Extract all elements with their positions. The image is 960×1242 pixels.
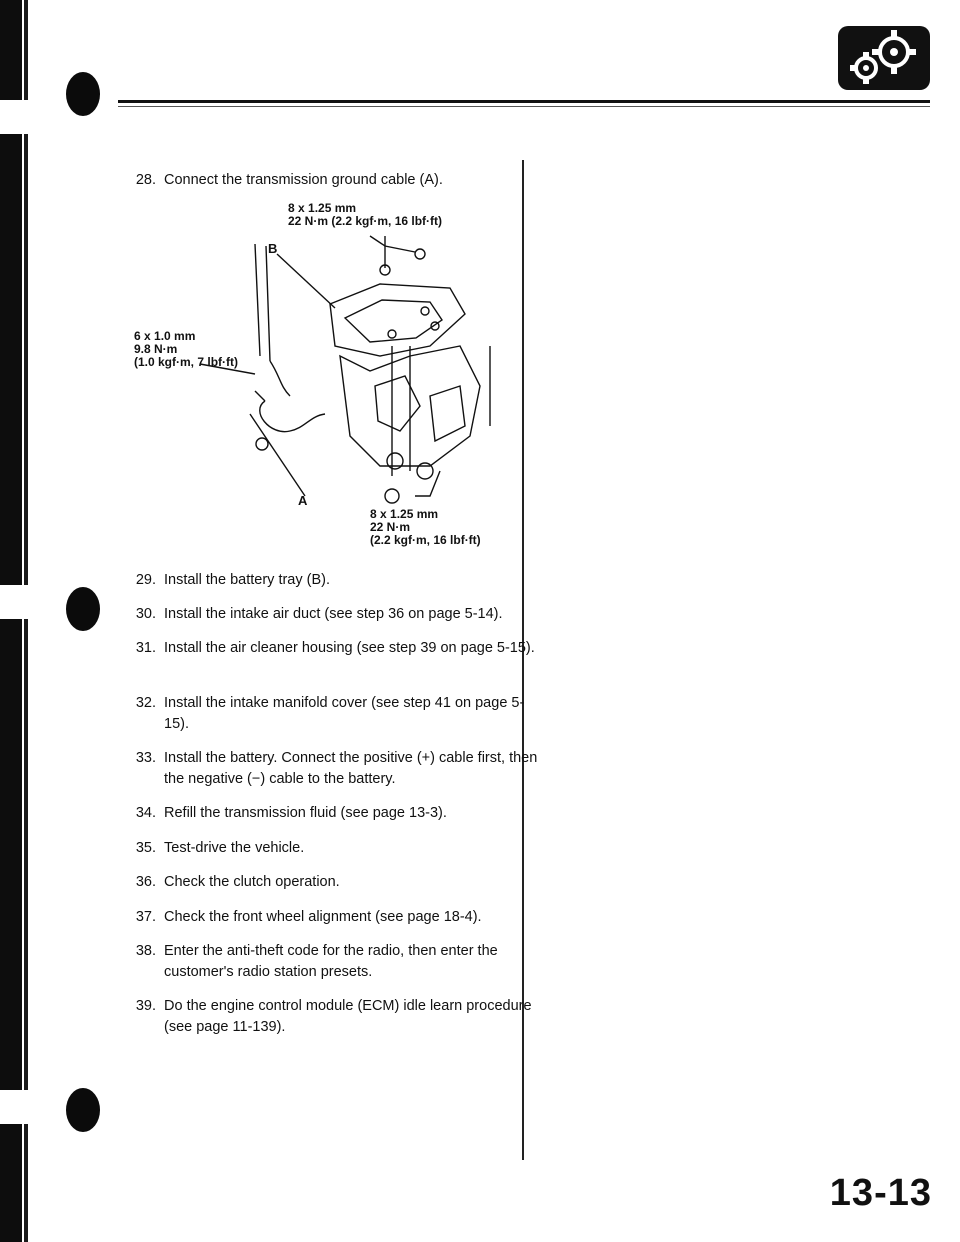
header-rule — [118, 100, 930, 103]
spec-bottom-torque: 22 N·m — [370, 520, 411, 534]
step-number: 31. — [135, 640, 156, 656]
step-text: Install the battery tray (B). — [164, 572, 331, 588]
transmission-gear-icon — [836, 22, 932, 94]
step-number: 36. — [135, 874, 156, 890]
step-text: Install the battery. Connect the positive (+) cable first, then the negative (−) cable to the battery. — [164, 750, 538, 787]
step-text: Install the air cleaner housing (see step 39 on page 5-15). — [164, 640, 535, 656]
step-number: 32. — [135, 695, 156, 711]
step-number: 38. — [135, 943, 156, 959]
spec-top-size: 8 x 1.25 mm — [288, 201, 357, 215]
step-text: Check the front wheel alignment (see page 18-4). — [164, 909, 482, 925]
margin-bullet-middle — [66, 587, 100, 631]
margin-bullet-top — [66, 72, 100, 116]
spec-left-torque: 9.8 N·m — [134, 342, 178, 356]
step-number: 37. — [135, 909, 156, 925]
spec-bottom-size: 8 x 1.25 mm — [370, 507, 439, 521]
spec-bottom — [370, 508, 481, 547]
spec-left-size: 6 x 1.0 mm — [134, 329, 196, 343]
step-text: Install the intake air duct (see step 36 on page 5-14). — [164, 606, 503, 622]
spec-left-torque-imperial: (1.0 kgf·m, 7 lbf·ft) — [134, 355, 238, 369]
step-text: Refill the transmission fluid (see page 13-3). — [164, 805, 447, 821]
step-number: 29. — [135, 572, 156, 588]
spec-left — [134, 330, 238, 369]
spec-top — [288, 202, 442, 228]
step-text: Check the clutch operation. — [164, 874, 340, 890]
binding-stripe — [0, 0, 34, 1242]
step-number: 35. — [135, 840, 156, 856]
step-number: 33. — [135, 750, 156, 766]
callout-label-b: B — [268, 241, 278, 256]
step-text: Do the engine control module (ECM) idle learn procedure (see page 11-139). — [164, 998, 532, 1035]
callout-label-a: A — [298, 493, 308, 508]
spec-bottom-torque-imperial: (2.2 kgf·m, 16 lbf·ft) — [370, 533, 481, 547]
step-text: Connect the transmission ground cable (A). — [164, 172, 443, 188]
step-text: Enter the anti-theft code for the radio, then enter the customer's radio station presets. — [164, 943, 498, 980]
ground-cable-diagram — [130, 196, 520, 566]
step-text: Install the intake manifold cover (see step 41 on page 5-15). — [164, 695, 525, 732]
header-rule-thin — [118, 106, 930, 107]
margin-bullet-bottom — [66, 1088, 100, 1132]
step-number: 28. — [135, 172, 156, 188]
step-number: 34. — [135, 805, 156, 821]
step-number: 39. — [135, 998, 156, 1014]
page-number: 13-13 — [829, 1172, 932, 1214]
step-text: Test-drive the vehicle. — [164, 840, 305, 856]
spec-top-torque: 22 N·m (2.2 kgf·m, 16 lbf·ft) — [288, 214, 443, 228]
step-number: 30. — [135, 606, 156, 622]
